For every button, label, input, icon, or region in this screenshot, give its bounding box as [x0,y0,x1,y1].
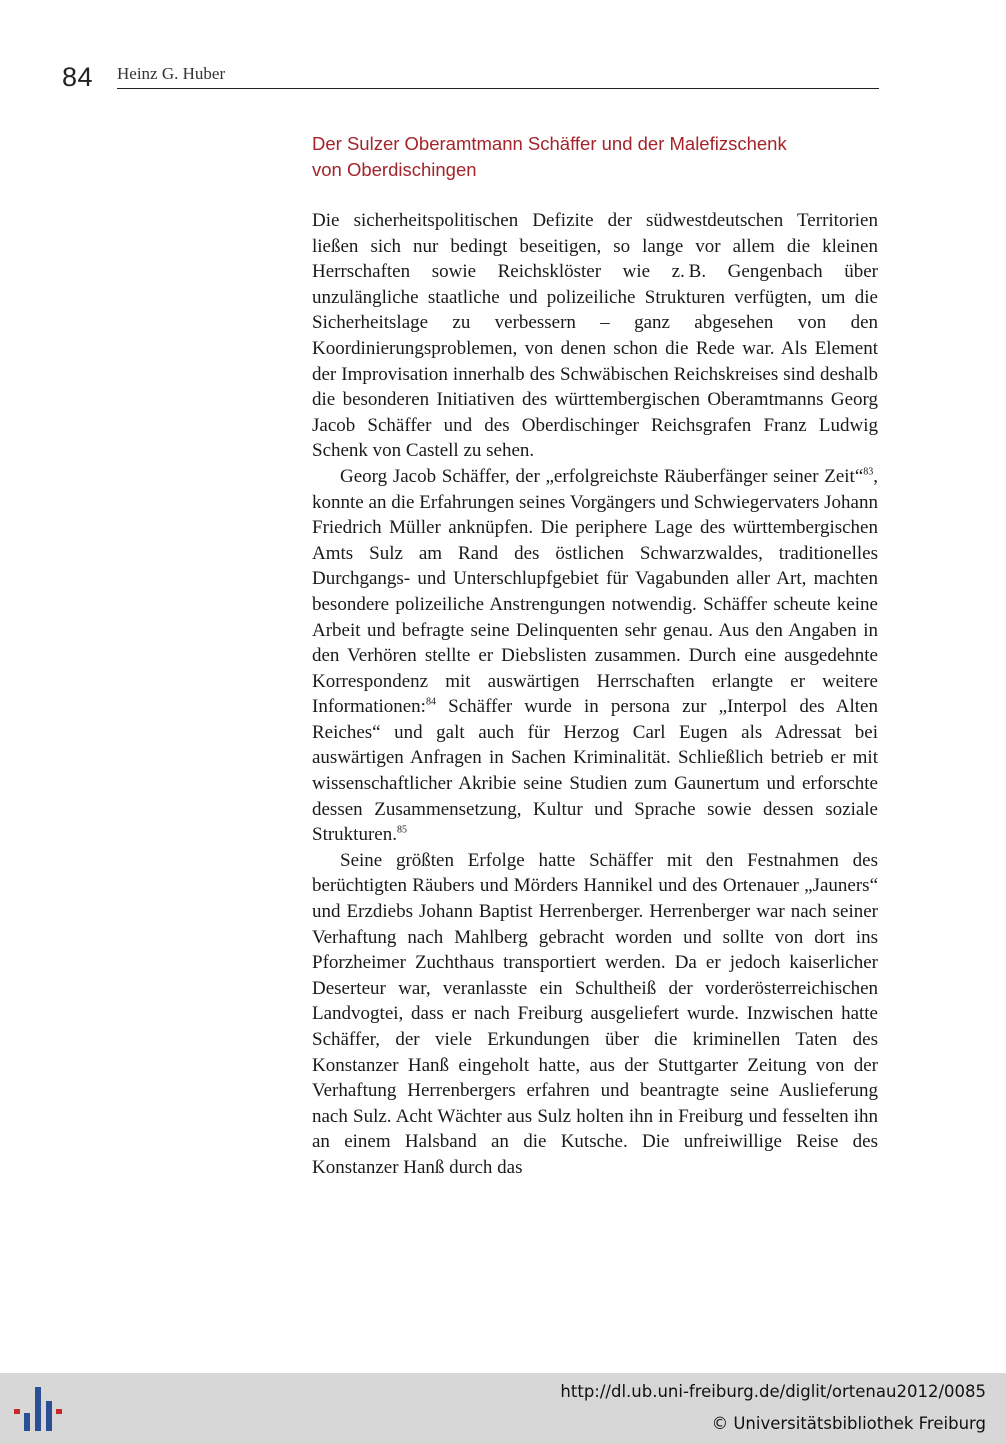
logo-blue-mid [46,1401,52,1431]
footnote-ref-84[interactable]: 84 [425,696,436,708]
page-number: 84 [62,62,94,92]
footer-bar [0,1373,1006,1444]
body-text [312,208,878,1181]
paragraph-3: Seine größten Erfolge hatte Schäffer mit den Festnahmen des berüchtigten Räubers und Mörders Hannikel und des Ortenauer „Jauners“ und Erzdiebs Johann Baptist Herrenberger. Herrenberger war nach seiner Verhaftung nach Mahlberg gebracht worden und sollte von dort ins Pforzheimer Zuchthaus transportiert werden. Da er jedoch kaiserlicher Deserteur war, veranlasste ein Schultheiß der vorderösterreichischen Landvogtei, dass er nach Freiburg ausgeliefert wurde. Inzwischen hatte Schäffer, der viele Erkundungen über die kriminellen Taten des Konstanzer Hanß eingeholt hatte, aus der Stuttgarter Zeitung von der Verhaftung Herrenbergers erfahren und beantragte seine Auslieferung nach Sulz. Acht Wächter aus Sulz holten ihn in Freiburg und fesselten ihn an einem Halsband an die Kutsche. Die unfreiwillige Reise des Konstanzer Hanß durch das [312,849,878,1178]
logo-blue-tall [35,1387,41,1431]
paragraph-2-part-c: Schäffer wurde in persona zur „Interpol des Alten Reiches“ und galt auch für Herzog Carl Eugen als Adressat bei auswärtigen Anfragen in Sachen Kriminalität. Schließlich betrieb er mit wissenschaftlicher Akribie seine Studien zum Gaunertum und erforschte dessen Zusammensetzung, Kultur und Sprache sowie dessen soziale Strukturen. [312,696,878,846]
section-title-line1: Der Sulzer Oberamtmann Schäffer und der Malefizschenk [312,133,787,154]
logo-red-left [14,1409,20,1414]
footnote-ref-83[interactable]: 83 [863,466,874,478]
logo-red-right [56,1409,62,1414]
section-title-line2: von Oberdischingen [312,159,477,180]
footer-url[interactable]: http://dl.ub.uni-freiburg.de/diglit/ortenau2012/0085 [560,1382,986,1401]
running-head: Heinz G. Huber [117,64,226,83]
paragraph-2-part-b: , konnte an die Erfahrungen seines Vorgängers und Schwiegervaters Johann Friedrich Müller anknüpfen. Die periphere Lage des württembergischen Amts Sulz am Rand des östlichen Schwarzwaldes, traditionelles Durchgangs- und Unterschlupfgebiet für Vagabunden aller Art, machten besondere polizeiliche Anstrengungen notwendig. Schäffer scheute keine Arbeit und befragte seine Delinquenten sehr genau. Aus den Angaben in den Verhören stellte er Diebslisten zusammen. Durch eine ausgedehnte Korrespondenz mit auswärtigen Herrschaften erlangte er weitere Informationen: [312,465,878,718]
paragraph-2-part-a: Georg Jacob Schäffer, der „erfolgreichste Räuberfänger seiner Zeit“ [340,465,864,487]
logo-blue-short [24,1413,30,1431]
paragraph-1: Die sicherheitspolitischen Defizite der südwestdeutschen Territorien ließen sich nur bedingt beseitigen, so lange vor allem die kleinen Herrschaften sowie Reichsklöster wie z. B. Gengenbach über unzulängliche staatliche und polizeiliche Strukturen verfügten, um die Sicherheitslage zu verbessern – ganz abgesehen von den Koordinierungsproblemen, von denen schon die Rede war. Als Element der Improvisation innerhalb des Schwäbischen Reichskreises sind deshalb die besonderen Initiativen des württembergischen Oberamtmanns Georg Jacob Schäffer und des Oberdischinger Reichsgrafen Franz Ludwig Schenk von Castell zu sehen. [312,210,878,462]
paragraph-2 [312,464,878,848]
footnote-ref-85[interactable]: 85 [396,824,407,836]
footer-copyright: © Universitätsbibliothek Freiburg [711,1414,986,1433]
header-rule [117,88,879,89]
ub-freiburg-logo-icon [14,1385,64,1435]
section-title [312,131,882,183]
